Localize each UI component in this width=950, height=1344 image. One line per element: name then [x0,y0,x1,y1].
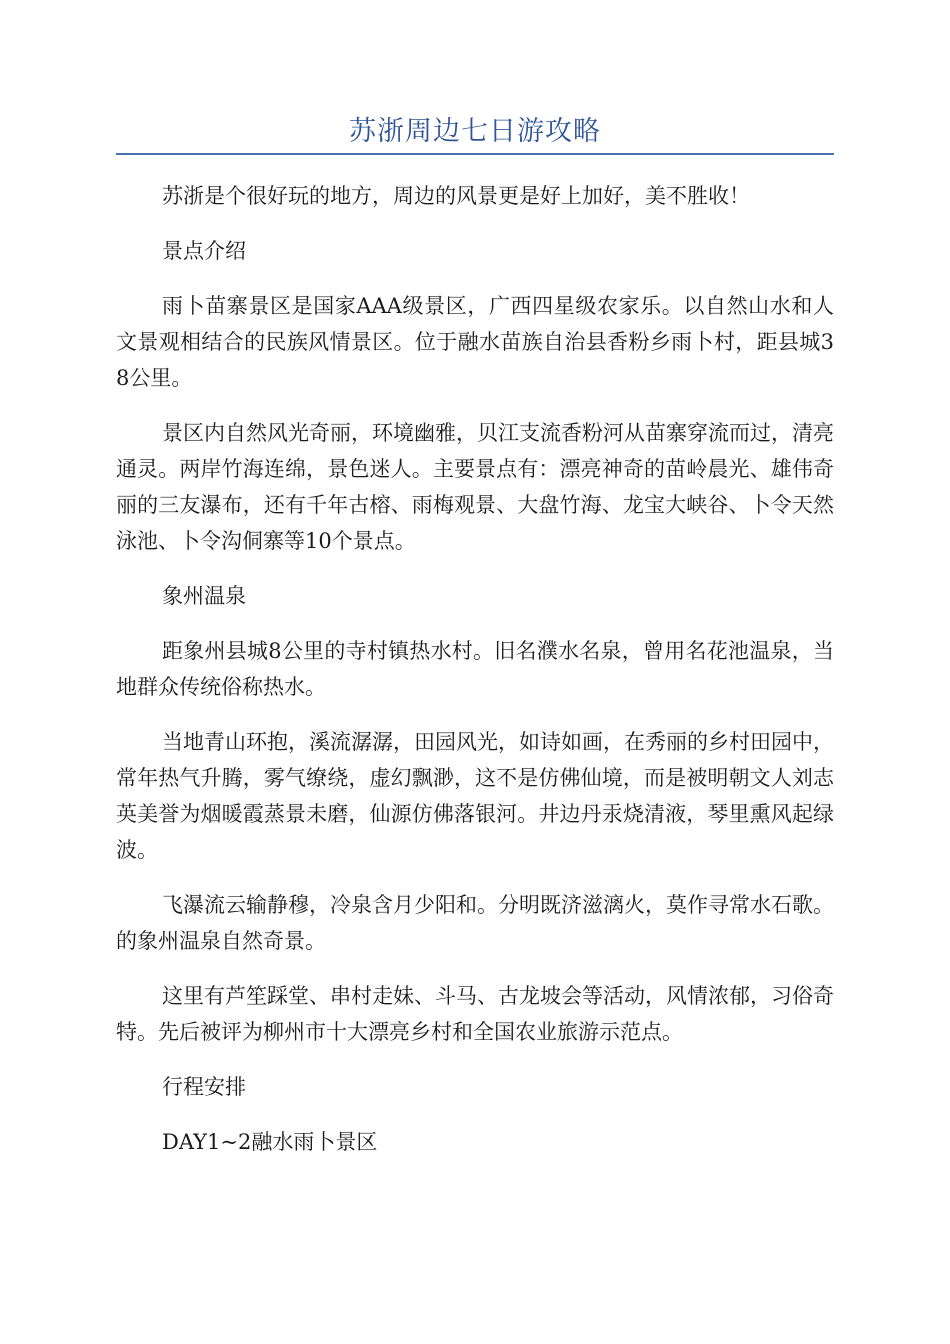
document-body [116,178,834,1179]
paragraph-hot-spring-poem: 飞瀑流云输静穆，冷泉含月少阳和。分明既济滋漓火，莫作寻常水石歌。的象州温泉自然奇景。 [116,893,834,953]
paragraph-yubu-scenery: 景区内自然风光奇丽，环境幽雅，贝江支流香粉河从苗寨穿流而过，清亮通灵。两岸竹海连绵，景色迷人。主要景点有：漂亮神奇的苗岭晨光、雄伟奇丽的三友瀑布，还有千年古榕、雨梅观景、大盘竹海、龙宝大峡谷、卜令天然泳池、卜令沟侗寨等10个景点。 [116,421,834,553]
title-divider [116,153,834,155]
paragraph-hot-spring-scenery: 当地青山环抱，溪流潺潺，田园风光，如诗如画，在秀丽的乡村田园中，常年热气升腾，雾气缭绕，虚幻飘渺，这不是仿佛仙境，而是被明朝文人刘志英美誉为烟暖霞蒸景未磨，仙源仿佛落银河。井边丹汞烧清液，琴里熏风起绿波。 [116,730,834,862]
document-title: 苏浙周边七日游攻略 [349,116,601,147]
section-heading-attractions: 景点介绍 [162,239,246,263]
section-heading-itinerary: 行程安排 [162,1075,246,1099]
paragraph-hot-spring-location: 距象州县城8公里的寺村镇热水村。旧名濮水名泉，曾用名花池温泉，当地群众传统俗称热水。 [116,639,834,699]
paragraph-yubu-intro: 雨卜苗寨景区是国家AAA级景区，广西四星级农家乐。以自然山水和人文景观相结合的民族风情景区。位于融水苗族自治县香粉乡雨卜村，距县城38公里。 [116,294,834,390]
itinerary-day-1-2: DAY1~2融水雨卜景区 [162,1130,378,1154]
section-heading-hot-spring: 象州温泉 [162,584,246,608]
intro-paragraph: 苏浙是个很好玩的地方，周边的风景更是好上加好，美不胜收！ [162,184,750,208]
paragraph-customs: 这里有芦笙踩堂、串村走妹、斗马、古龙坡会等活动，风情浓郁，习俗奇特。先后被评为柳州市十大漂亮乡村和全国农业旅游示范点。 [116,984,834,1044]
